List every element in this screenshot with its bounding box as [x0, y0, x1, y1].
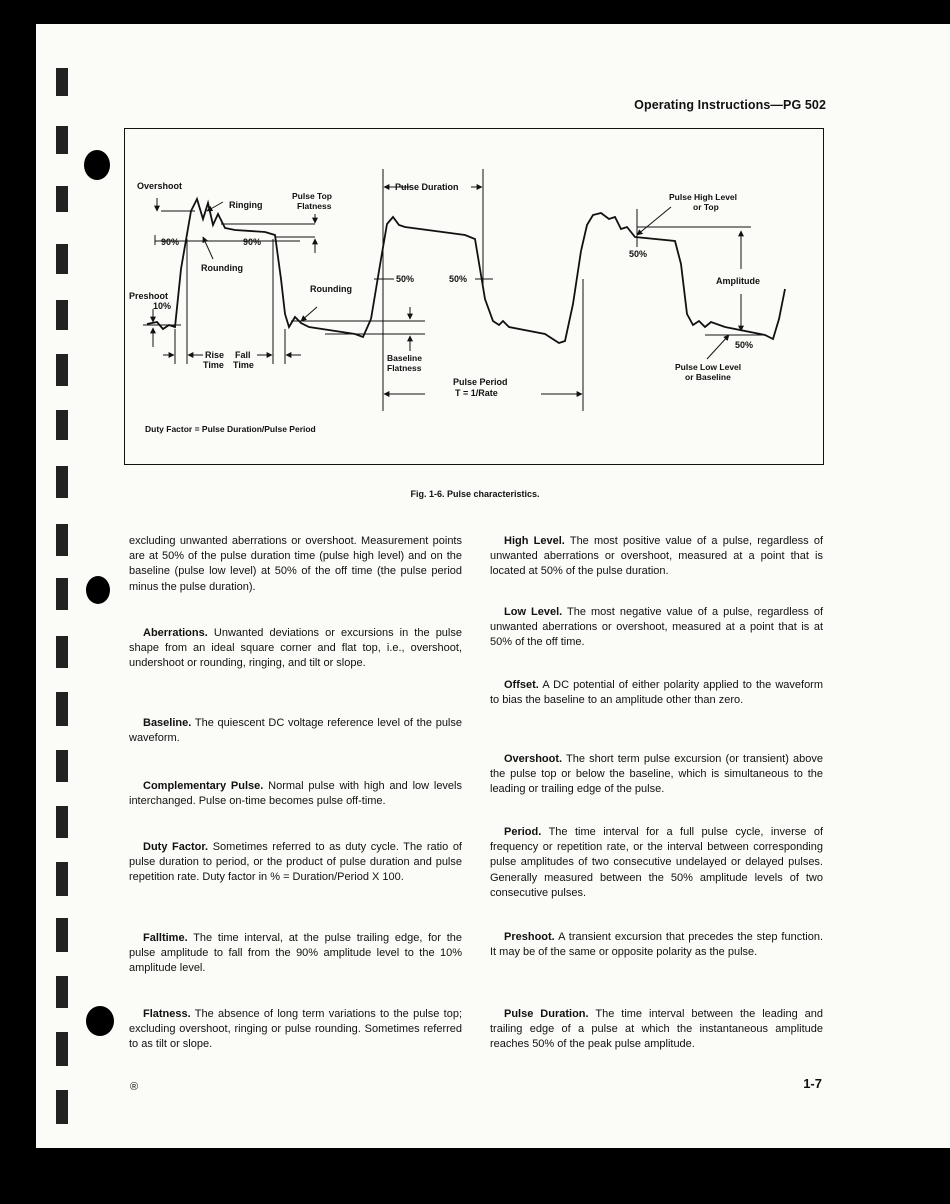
definition-text: The time interval for a full pulse cycle, inverse of frequency or repetition rate, or the interval between corresponding pulse amplitudes of two consecutive undelayed or delayed pulses. Generally measured between the 50% amplitude levels of two consecutive pulses.: [490, 826, 823, 899]
label-pulse-duration: Pulse Duration: [395, 182, 459, 192]
scan-left-border: [0, 0, 36, 1204]
definition-term: Period.: [504, 826, 542, 838]
punch-hole: [86, 576, 110, 604]
definition-paragraph: [129, 1007, 462, 1053]
definition-term: Flatness.: [143, 1008, 191, 1020]
definition-term: Baseline.: [143, 717, 192, 729]
binder-mark: [56, 692, 68, 726]
definition-text: The time interval, at the pulse trailing edge, for the pulse amplitude to fall from the 90% amplitude level to the 10% amplitude level.: [129, 932, 463, 975]
label-10: 10%: [153, 301, 172, 311]
definition-paragraph: [129, 840, 462, 886]
definition-paragraph: [490, 825, 823, 901]
binder-mark: [56, 126, 68, 154]
label-90-left: 90%: [161, 237, 180, 247]
label-rise-time: Time: [203, 360, 224, 370]
definition-term: Duty Factor.: [143, 841, 209, 853]
pulse-characteristics-figure: [124, 128, 824, 465]
label-pulse-top: Pulse Top: [292, 191, 332, 201]
definition-term: Low Level.: [504, 606, 563, 618]
label-amplitude: Amplitude: [716, 276, 760, 286]
label-ringing: Ringing: [229, 200, 263, 210]
label-baseline: Baseline: [387, 353, 422, 363]
definition-text: The time interval between the leading and trailing edge of a pulse at which the instantaneous amplitude reaches 50% of the peak pulse amplitude.: [490, 1008, 824, 1051]
definition-text: The most negative value of a pulse, regardless of unwanted aberrations or overshoot, measured at a point that is at 50% of the off time.: [490, 606, 823, 649]
label-baseline-flatness: Flatness: [387, 363, 422, 373]
binder-mark: [56, 750, 68, 782]
label-or-top: or Top: [693, 202, 719, 212]
definition-paragraph: [129, 779, 462, 809]
binder-mark: [56, 68, 68, 96]
running-head: Operating Instructions—PG 502: [634, 98, 826, 112]
label-period-formula: T = 1/Rate: [455, 388, 498, 398]
binder-mark: [56, 244, 68, 274]
label-rise: Rise: [205, 350, 225, 360]
binder-mark: [56, 186, 68, 212]
definition-paragraph: [490, 605, 823, 651]
binder-mark: [56, 300, 68, 330]
label-50-b: 50%: [449, 274, 468, 284]
definition-term: Aberrations.: [143, 627, 208, 639]
label-duty-factor: Duty Factor = Pulse Duration/Pulse Period: [145, 424, 316, 434]
label-fall-time: Time: [233, 360, 254, 370]
label-fall: Fall: [235, 350, 251, 360]
definition-term: Complementary Pulse.: [143, 780, 264, 792]
label-preshoot: Preshoot: [129, 291, 169, 301]
definition-paragraph: [129, 931, 462, 977]
definition-text: Normal pulse with high and low levels interchanged. Pulse on-time becomes pulse off-time.: [129, 780, 462, 808]
punch-hole: [86, 1006, 114, 1036]
definition-text: excluding unwanted aberrations or overshoot. Measurement points are at 50% of the pulse duration time (pulse high level) and on the baseline (pulse low level) at 50% of the off time (the pulse period minus the pulse duration).: [129, 535, 462, 593]
definition-paragraph: [490, 1007, 823, 1053]
binder-mark: [56, 1090, 68, 1124]
label-top-flatness: Flatness: [297, 201, 332, 211]
page-number: 1-7: [803, 1076, 822, 1091]
definition-text: The quiescent DC voltage reference level of the pulse waveform.: [129, 717, 462, 745]
definition-text: The most positive value of a pulse, regardless of unwanted aberrations or overshoot, measured at a point that is located at 50% of the pulse duration.: [490, 535, 824, 578]
label-rounding-left: Rounding: [201, 263, 243, 273]
definition-paragraph: [490, 534, 823, 580]
binder-mark: [56, 806, 68, 838]
figure-caption: Fig. 1-6. Pulse characteristics.: [410, 489, 540, 499]
definition-paragraph: [490, 752, 823, 798]
registered-mark: ®: [130, 1081, 139, 1093]
definition-text: Unwanted deviations or excursions in the pulse shape from an ideal square corner and flat top, i.e., overshoot, undershoot or rounding, ringing, and tilt or slope.: [129, 627, 462, 670]
definition-text: The short term pulse excursion (or transient) above the pulse top or below the baseline, which is simultaneous to the leading or trailing edge of the pulse.: [490, 753, 823, 796]
binder-mark: [56, 578, 68, 610]
definition-text: The absence of long term variations to the pulse top; excluding overshoot, ringing or pulse rounding. Sometimes referred to as tilt or slope.: [129, 1008, 462, 1051]
label-rounding-right: Rounding: [310, 284, 352, 294]
definition-term: Pulse Duration.: [504, 1008, 589, 1020]
binder-mark: [56, 410, 68, 440]
definition-paragraph: [490, 678, 823, 708]
label-overshoot: Overshoot: [137, 181, 183, 191]
binder-mark: [56, 918, 68, 952]
label-90-right: 90%: [243, 237, 262, 247]
definition-paragraph: [129, 716, 462, 746]
binder-mark: [56, 354, 68, 386]
definition-text: A DC potential of either polarity applied to the waveform to bias the baseline to an amplitude other than zero.: [490, 679, 824, 707]
label-pulse-low: Pulse Low Level: [675, 362, 742, 372]
binder-mark: [56, 976, 68, 1008]
label-pulse-period: Pulse Period: [453, 377, 508, 387]
label-50-a: 50%: [396, 274, 415, 284]
binder-mark: [56, 524, 68, 556]
definition-paragraph: [490, 930, 823, 960]
label-50-c: 50%: [629, 249, 648, 259]
definition-term: High Level.: [504, 535, 565, 547]
label-pulse-high: Pulse High Level: [669, 192, 738, 202]
pulse-diagram: [125, 129, 825, 466]
binder-mark: [56, 1032, 68, 1066]
definition-paragraph: [129, 534, 462, 595]
binder-mark: [56, 636, 68, 668]
definition-term: Overshoot.: [504, 753, 563, 765]
definition-paragraph: [129, 626, 462, 672]
definition-term: Preshoot.: [504, 931, 555, 943]
label-or-baseline: or Baseline: [685, 372, 731, 382]
definition-text: Sometimes referred to as duty cycle. The ratio of pulse duration to period, or the product of pulse duration and pulse repetition rate. Duty factor in % = Duration/Period X 100.: [129, 841, 462, 884]
label-50-d: 50%: [735, 340, 754, 350]
definition-text: A transient excursion that precedes the step function. It may be of the same or opposite polarity as the pulse.: [490, 931, 823, 959]
punch-hole: [84, 150, 110, 180]
scan-bottom-border: [0, 1148, 950, 1204]
binder-mark: [56, 862, 68, 896]
definition-term: Offset.: [504, 679, 539, 691]
definition-term: Falltime.: [143, 932, 188, 944]
